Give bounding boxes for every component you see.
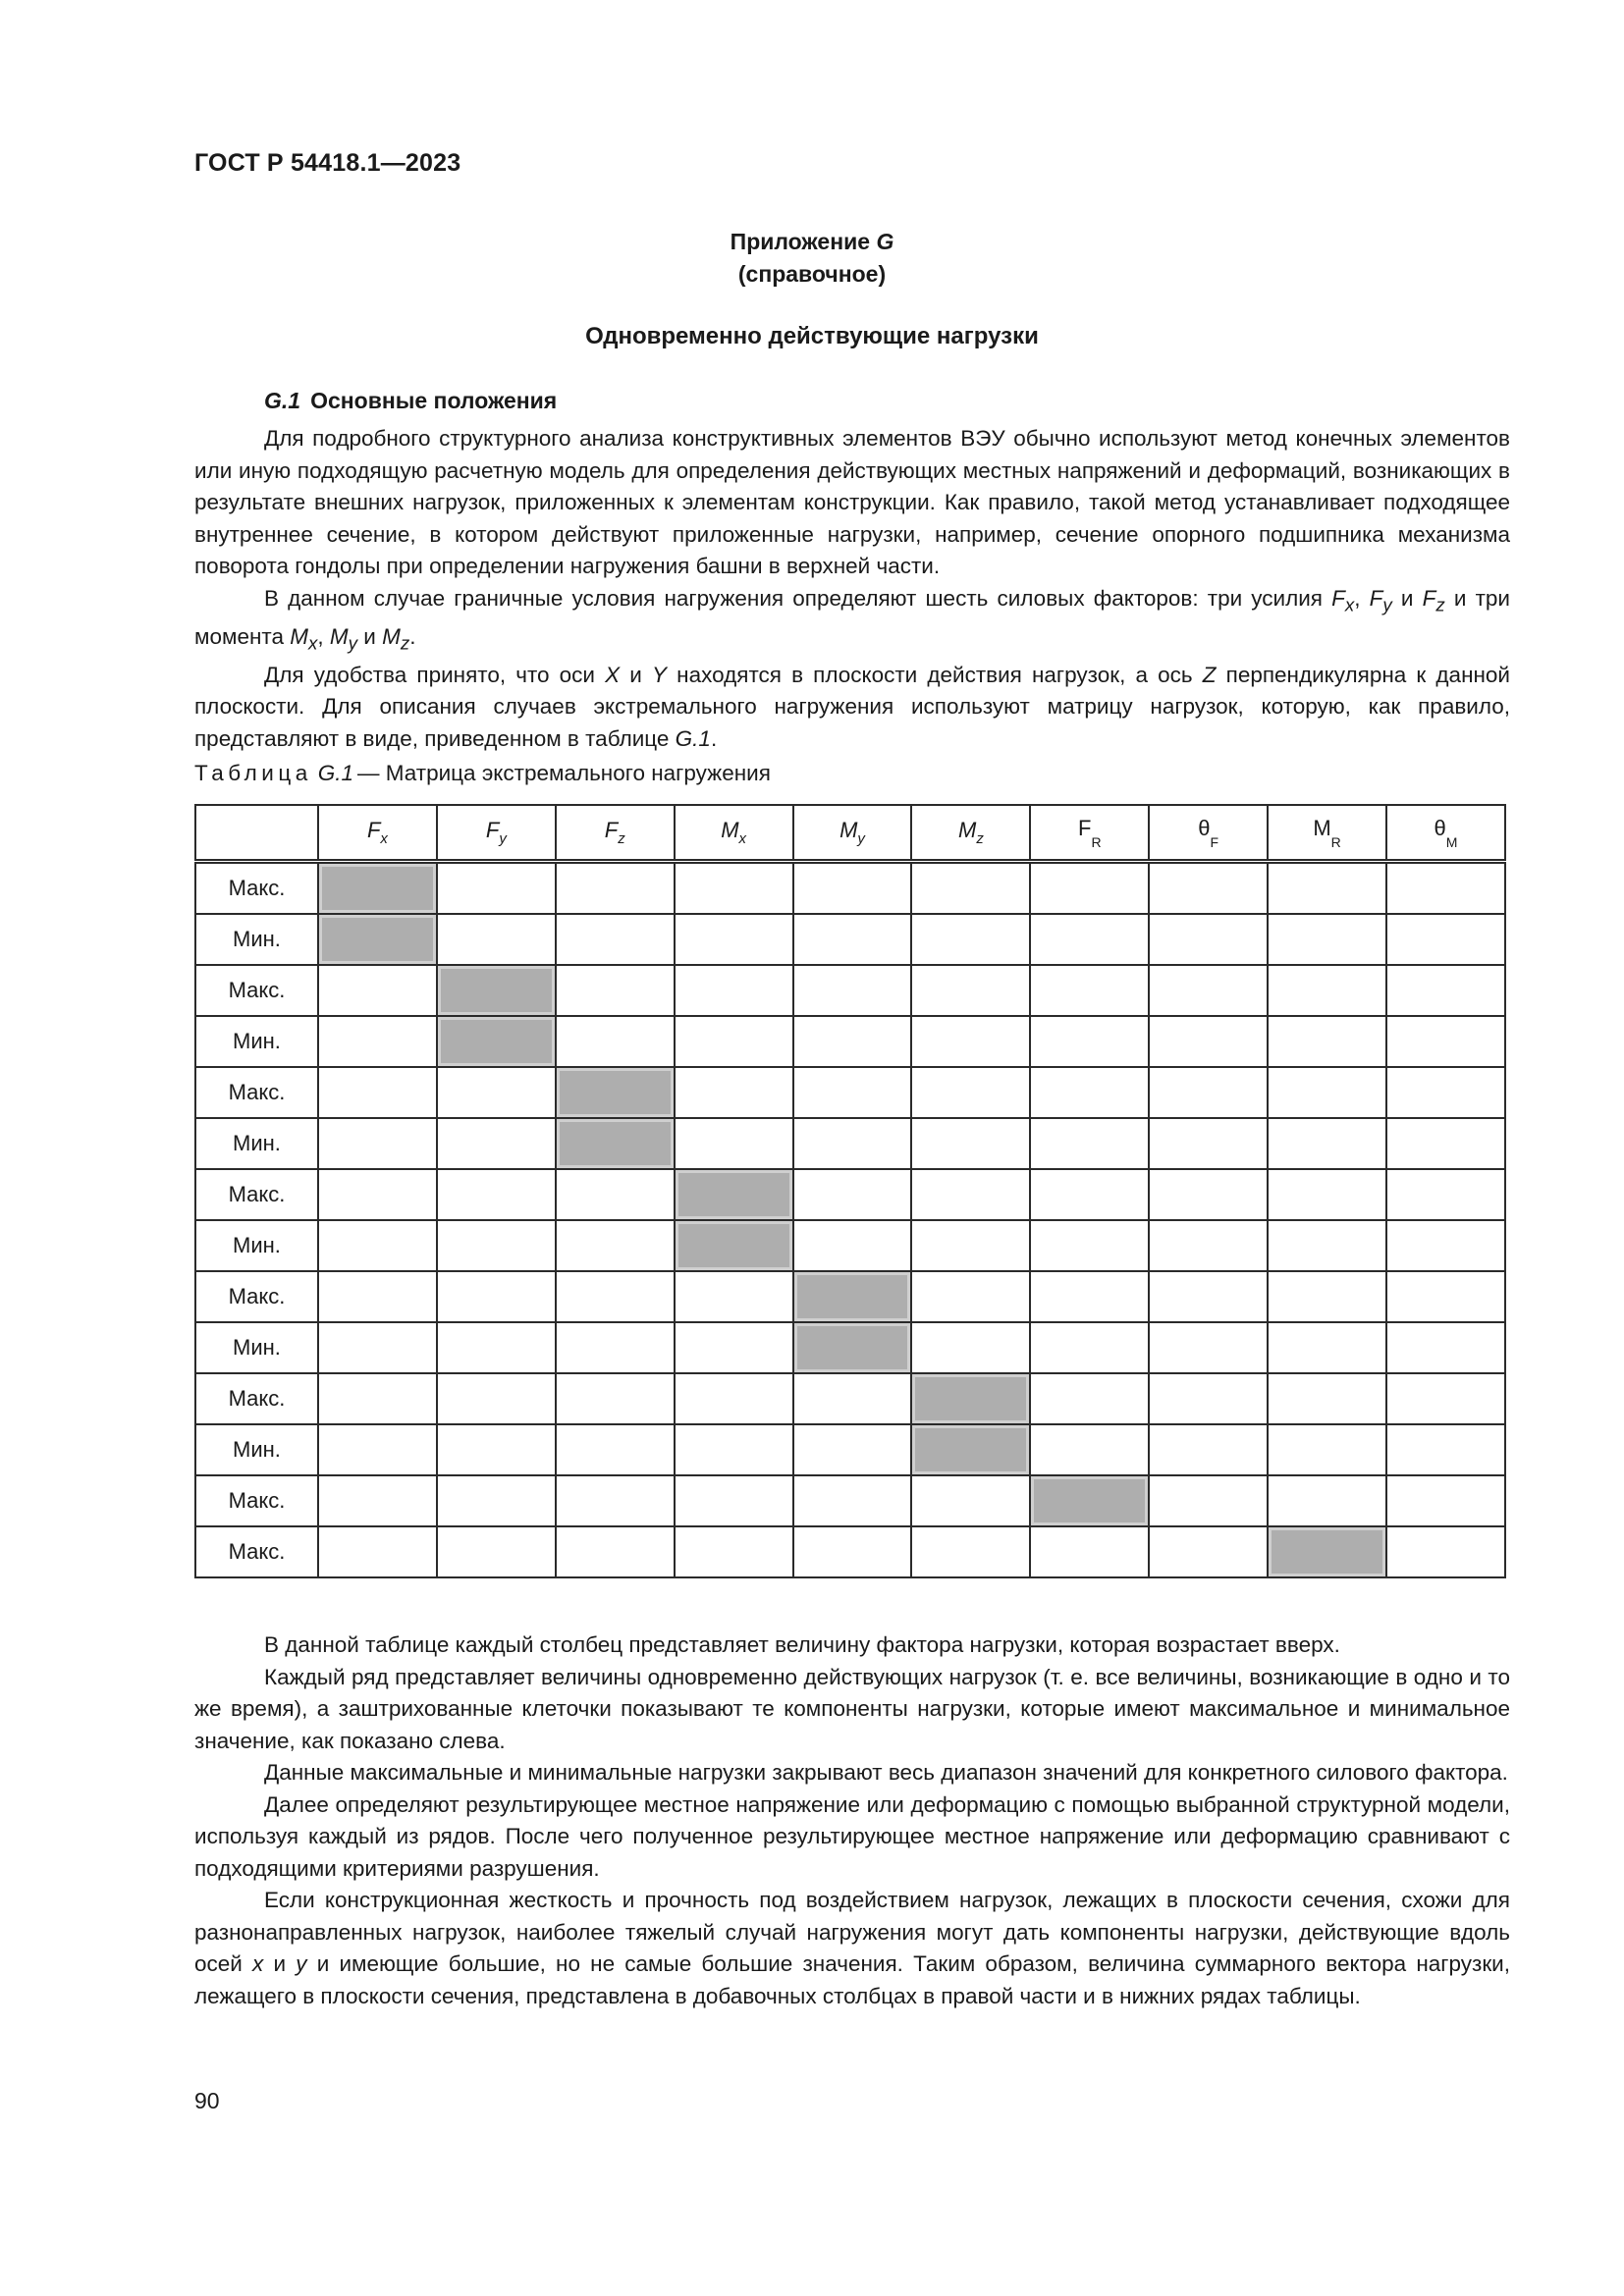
table-cell [1030,1169,1149,1220]
table-cell [437,1118,556,1169]
table-cell [1268,965,1386,1016]
table-cell [1386,914,1505,965]
table-row [195,1526,1505,1577]
table-cell [675,1322,793,1373]
column-symbol: F [1078,815,1092,840]
row-label: Макс. [195,1067,318,1118]
table-cell [793,914,912,965]
intro-paragraph: Для подробного структурного анализа конструктивных элементов ВЭУ обычно используют метод конечных элементов или иную подходящую расчетную модель для определения действующих местных напряжений и деформаций, возникающих в результате внешних нагрузок, приложенных к элементам конструкции. Как правило, такой метод устанавливает подходящее внутреннее сечение, в котором действуют приложенные нагрузки, например, сечение опорного подшипника механизма поворота гондолы при определении нагружения башни в верхней части. [194,426,1510,578]
table-caption-number: G.1 [317,761,354,785]
table-cell [1149,862,1268,915]
table-cell [911,914,1030,965]
table-cell [675,965,793,1016]
table-cell [1149,1475,1268,1526]
table-body [195,862,1505,1578]
table-cell [437,1424,556,1475]
table-row [195,1169,1505,1220]
shaded-cell [556,1118,675,1169]
column-header [1030,805,1149,862]
standard-designation: ГОСТ Р 54418.1—2023 [194,149,461,177]
table-cell [675,1016,793,1067]
shaded-cell [318,862,437,915]
table-cell [675,1526,793,1577]
row-label: Макс. [195,862,318,915]
table-cell [911,965,1030,1016]
table-cell [1268,1373,1386,1424]
column-header [1268,805,1386,862]
column-header [911,805,1030,862]
table-row [195,1322,1505,1373]
table-cell [793,1373,912,1424]
annex-title: Приложение G [730,229,894,254]
column-symbol: θ [1198,815,1211,840]
table-cell [1149,1169,1268,1220]
table-cell [1386,1424,1505,1475]
table-cell [1149,1220,1268,1271]
row-label: Мин. [195,1118,318,1169]
column-header [556,805,675,862]
table-cell [318,1475,437,1526]
column-subscript: z [618,830,625,847]
table-row [195,1424,1505,1475]
row-label: Мин. [195,914,318,965]
table-row [195,914,1505,965]
table-cell [911,1220,1030,1271]
table-cell [556,1424,675,1475]
table-cell [1030,1373,1149,1424]
section-number: G.1 [264,388,301,413]
table-cell [911,1526,1030,1577]
column-subscript: R [1091,833,1102,850]
table-cell [556,1169,675,1220]
table-cell [318,1526,437,1577]
table-cell [911,1118,1030,1169]
table-cell [1268,862,1386,915]
column-symbol: M [957,818,977,842]
table-cell [318,1169,437,1220]
table-cell [1149,1118,1268,1169]
table-cell [437,914,556,965]
column-header [318,805,437,862]
shaded-cell [1268,1526,1386,1577]
table-caption [194,761,771,786]
table-cell [556,1016,675,1067]
row-label: Мин. [195,1016,318,1067]
explanation-paragraph: В данной таблице каждый столбец представляет величину фактора нагрузки, которая возрастает вверх. [264,1632,1340,1657]
table-cell [1030,1526,1149,1577]
table-cell [1268,1220,1386,1271]
table-cell [437,1475,556,1526]
column-subscript: F [1210,833,1219,850]
column-header [675,805,793,862]
column-symbol: θ [1434,815,1446,840]
annex-type: (справочное) [737,261,887,287]
explanation-paragraph: Данные максимальные и минимальные нагрузки закрывают весь диапазон значений для конкретного силового фактора. [264,1760,1508,1785]
table-cell [675,862,793,915]
table-cell [318,1322,437,1373]
column-symbol: F [604,818,619,842]
table-cell [675,1424,793,1475]
table-cell [318,1373,437,1424]
column-header [793,805,912,862]
intro-paragraph: В данном случае граничные условия нагружения определяют шесть силовых факторов: три усилия $F_x$, $F_y$ и $F_z$ и три момента $M_x$, $M_y$ и $M_z$. [194,585,1510,653]
row-label: Мин. [195,1322,318,1373]
table-cell [1149,1322,1268,1373]
table-cell [437,1373,556,1424]
table-row [195,862,1505,915]
table-row [195,1016,1505,1067]
shaded-cell [1030,1475,1149,1526]
table-cell [911,1271,1030,1322]
table-row [195,1373,1505,1424]
table-cell [793,1424,912,1475]
row-label: Мин. [195,1424,318,1475]
row-label: Макс. [195,1271,318,1322]
table-row [195,965,1505,1016]
table-cell [318,1016,437,1067]
shaded-cell [793,1322,912,1373]
table-cell [1268,914,1386,965]
table-cell [793,965,912,1016]
table-cell [1386,1526,1505,1577]
table-caption-prefix: Таблица [194,761,312,785]
table-cell [1268,1271,1386,1322]
shaded-cell [675,1220,793,1271]
table-cell [437,862,556,915]
section-heading [264,388,557,414]
table-cell [1268,1118,1386,1169]
table-cell [911,1016,1030,1067]
table-cell [1386,862,1505,915]
table-cell [1149,914,1268,965]
column-subscript: z [976,830,984,847]
column-subscript: M [1445,833,1458,850]
table-cell [1149,1373,1268,1424]
row-label: Макс. [195,1475,318,1526]
table-cell [1386,1373,1505,1424]
table-cell [556,1220,675,1271]
shaded-cell [318,914,437,965]
explanation-paragraph: Если конструкционная жесткость и прочность под воздействием нагрузок, лежащих в плоскости сечения, схожи для разнонаправленных нагрузок, наиболее тяжелый случай нагружения могут дать компоненты нагрузки, действующие вдоль осей x и y и имеющие большие, но не самые большие значения. Таким образом, величина суммарного вектора нагрузки, лежащего в плоскости сечения, представлена в добавочных столбцах в правой части и в нижних рядах таблицы. [194,1888,1510,2008]
table-caption-text: — Матрица экстремального нагружения [357,761,771,785]
table-cell [793,1118,912,1169]
table-cell [1030,914,1149,965]
table-cell [911,862,1030,915]
table-cell [556,1271,675,1322]
row-label: Макс. [195,1169,318,1220]
table-cell [1149,965,1268,1016]
table-cell [437,1526,556,1577]
table-row [195,1271,1505,1322]
table-cell [1386,1220,1505,1271]
table-header-row [195,805,1505,862]
table-cell [1268,1475,1386,1526]
table-row [195,1475,1505,1526]
shaded-cell [911,1373,1030,1424]
table-cell [1030,1424,1149,1475]
table-cell [793,1475,912,1526]
table-cell [556,1526,675,1577]
section-title: Основные положения [310,388,558,413]
column-header [1149,805,1268,862]
shaded-cell [556,1067,675,1118]
table-cell [437,1067,556,1118]
table-cell [437,1220,556,1271]
table-cell [675,1373,793,1424]
table-cell [1268,1016,1386,1067]
table-cell [911,1169,1030,1220]
table-cell [1030,965,1149,1016]
row-label: Мин. [195,1220,318,1271]
table-row [195,1118,1505,1169]
shaded-cell [675,1169,793,1220]
table-cell [318,1118,437,1169]
table-cell [437,1169,556,1220]
table-cell [1030,1067,1149,1118]
shaded-cell [437,1016,556,1067]
column-symbol: F [485,818,500,842]
column-subscript: x [738,830,747,847]
table-cell [675,1067,793,1118]
table-cell [556,862,675,915]
table-cell [911,1067,1030,1118]
table-cell [1268,1322,1386,1373]
table-cell [318,1271,437,1322]
table-row [195,1220,1505,1271]
table-cell [793,1169,912,1220]
explanation-paragraph: Далее определяют результирующее местное напряжение или деформацию с помощью выбранной структурной модели, используя каждый из рядов. После чего полученное результирующее местное напряжение или деформацию сравнивают с подходящими критериями разрушения. [194,1791,1510,1881]
column-symbol: M [839,818,858,842]
table-cell [675,914,793,965]
row-label: Макс. [195,1373,318,1424]
table-cell [1149,1424,1268,1475]
table-cell [1149,1067,1268,1118]
table-cell [793,1067,912,1118]
table-cell [1149,1016,1268,1067]
column-subscript: R [1330,833,1341,850]
table-cell [1030,862,1149,915]
intro-text [194,423,1510,755]
column-subscript: x [380,830,388,847]
shaded-cell [911,1424,1030,1475]
table-cell [793,862,912,915]
table-cell [318,1067,437,1118]
shaded-cell [793,1271,912,1322]
table-cell [1386,1322,1505,1373]
explanation-paragraph: Каждый ряд представляет величины одновременно действующих нагрузок (т. е. все величины, возникающие в одно и то же время), а заштрихованные клеточки показывают те компоненты нагрузки, которые имеют максимальное и минимальное значение, как показано слева. [194,1664,1510,1753]
table-cell [1030,1322,1149,1373]
table-row [195,1067,1505,1118]
column-header [1386,805,1505,862]
table-cell [1030,1271,1149,1322]
table-cell [911,1475,1030,1526]
row-label: Макс. [195,1526,318,1577]
annex-heading: Одновременно действующие нагрузки [585,323,1039,349]
table-cell [1268,1169,1386,1220]
table-cell [911,1322,1030,1373]
table-cell [1030,1118,1149,1169]
table-cell [556,1373,675,1424]
shaded-cell [437,965,556,1016]
table-cell [318,1424,437,1475]
intro-paragraph: Для удобства принято, что оси X и Y находятся в плоскости действия нагрузок, а ось Z перпендикулярна к данной плоскости. Для описания случаев экстремального нагружения используют матрицу нагрузок, которую, как правило, представляют в виде, приведенном в таблице G.1. [194,662,1510,751]
table-cell [318,965,437,1016]
column-symbol: F [366,818,381,842]
table-cell [675,1118,793,1169]
table-corner-cell [195,805,318,862]
table-cell [1386,1067,1505,1118]
row-label: Макс. [195,965,318,1016]
table-cell [675,1475,793,1526]
column-subscript: y [857,830,865,847]
table-cell [1268,1424,1386,1475]
table-cell [793,1016,912,1067]
table-cell [1149,1526,1268,1577]
table-cell [556,1475,675,1526]
table-cell [437,1271,556,1322]
load-matrix-table [194,804,1506,1578]
table-cell [1386,965,1505,1016]
table-cell [1386,1475,1505,1526]
table-cell [318,1220,437,1271]
table-cell [1030,1220,1149,1271]
table-cell [1030,1016,1149,1067]
table-cell [675,1271,793,1322]
table-cell [1268,1067,1386,1118]
table-cell [437,1322,556,1373]
explanation-text [194,1629,1510,2012]
column-subscript: y [499,830,507,847]
table-cell [1386,1169,1505,1220]
table-cell [793,1526,912,1577]
table-cell [1149,1271,1268,1322]
page-number: 90 [194,2088,220,2113]
table-cell [1386,1016,1505,1067]
column-symbol: M [721,818,739,842]
table-cell [793,1220,912,1271]
table-cell [556,965,675,1016]
table-cell [1386,1118,1505,1169]
column-symbol: M [1313,815,1331,840]
table-cell [556,914,675,965]
table-cell [1386,1271,1505,1322]
table-cell [556,1322,675,1373]
column-header [437,805,556,862]
